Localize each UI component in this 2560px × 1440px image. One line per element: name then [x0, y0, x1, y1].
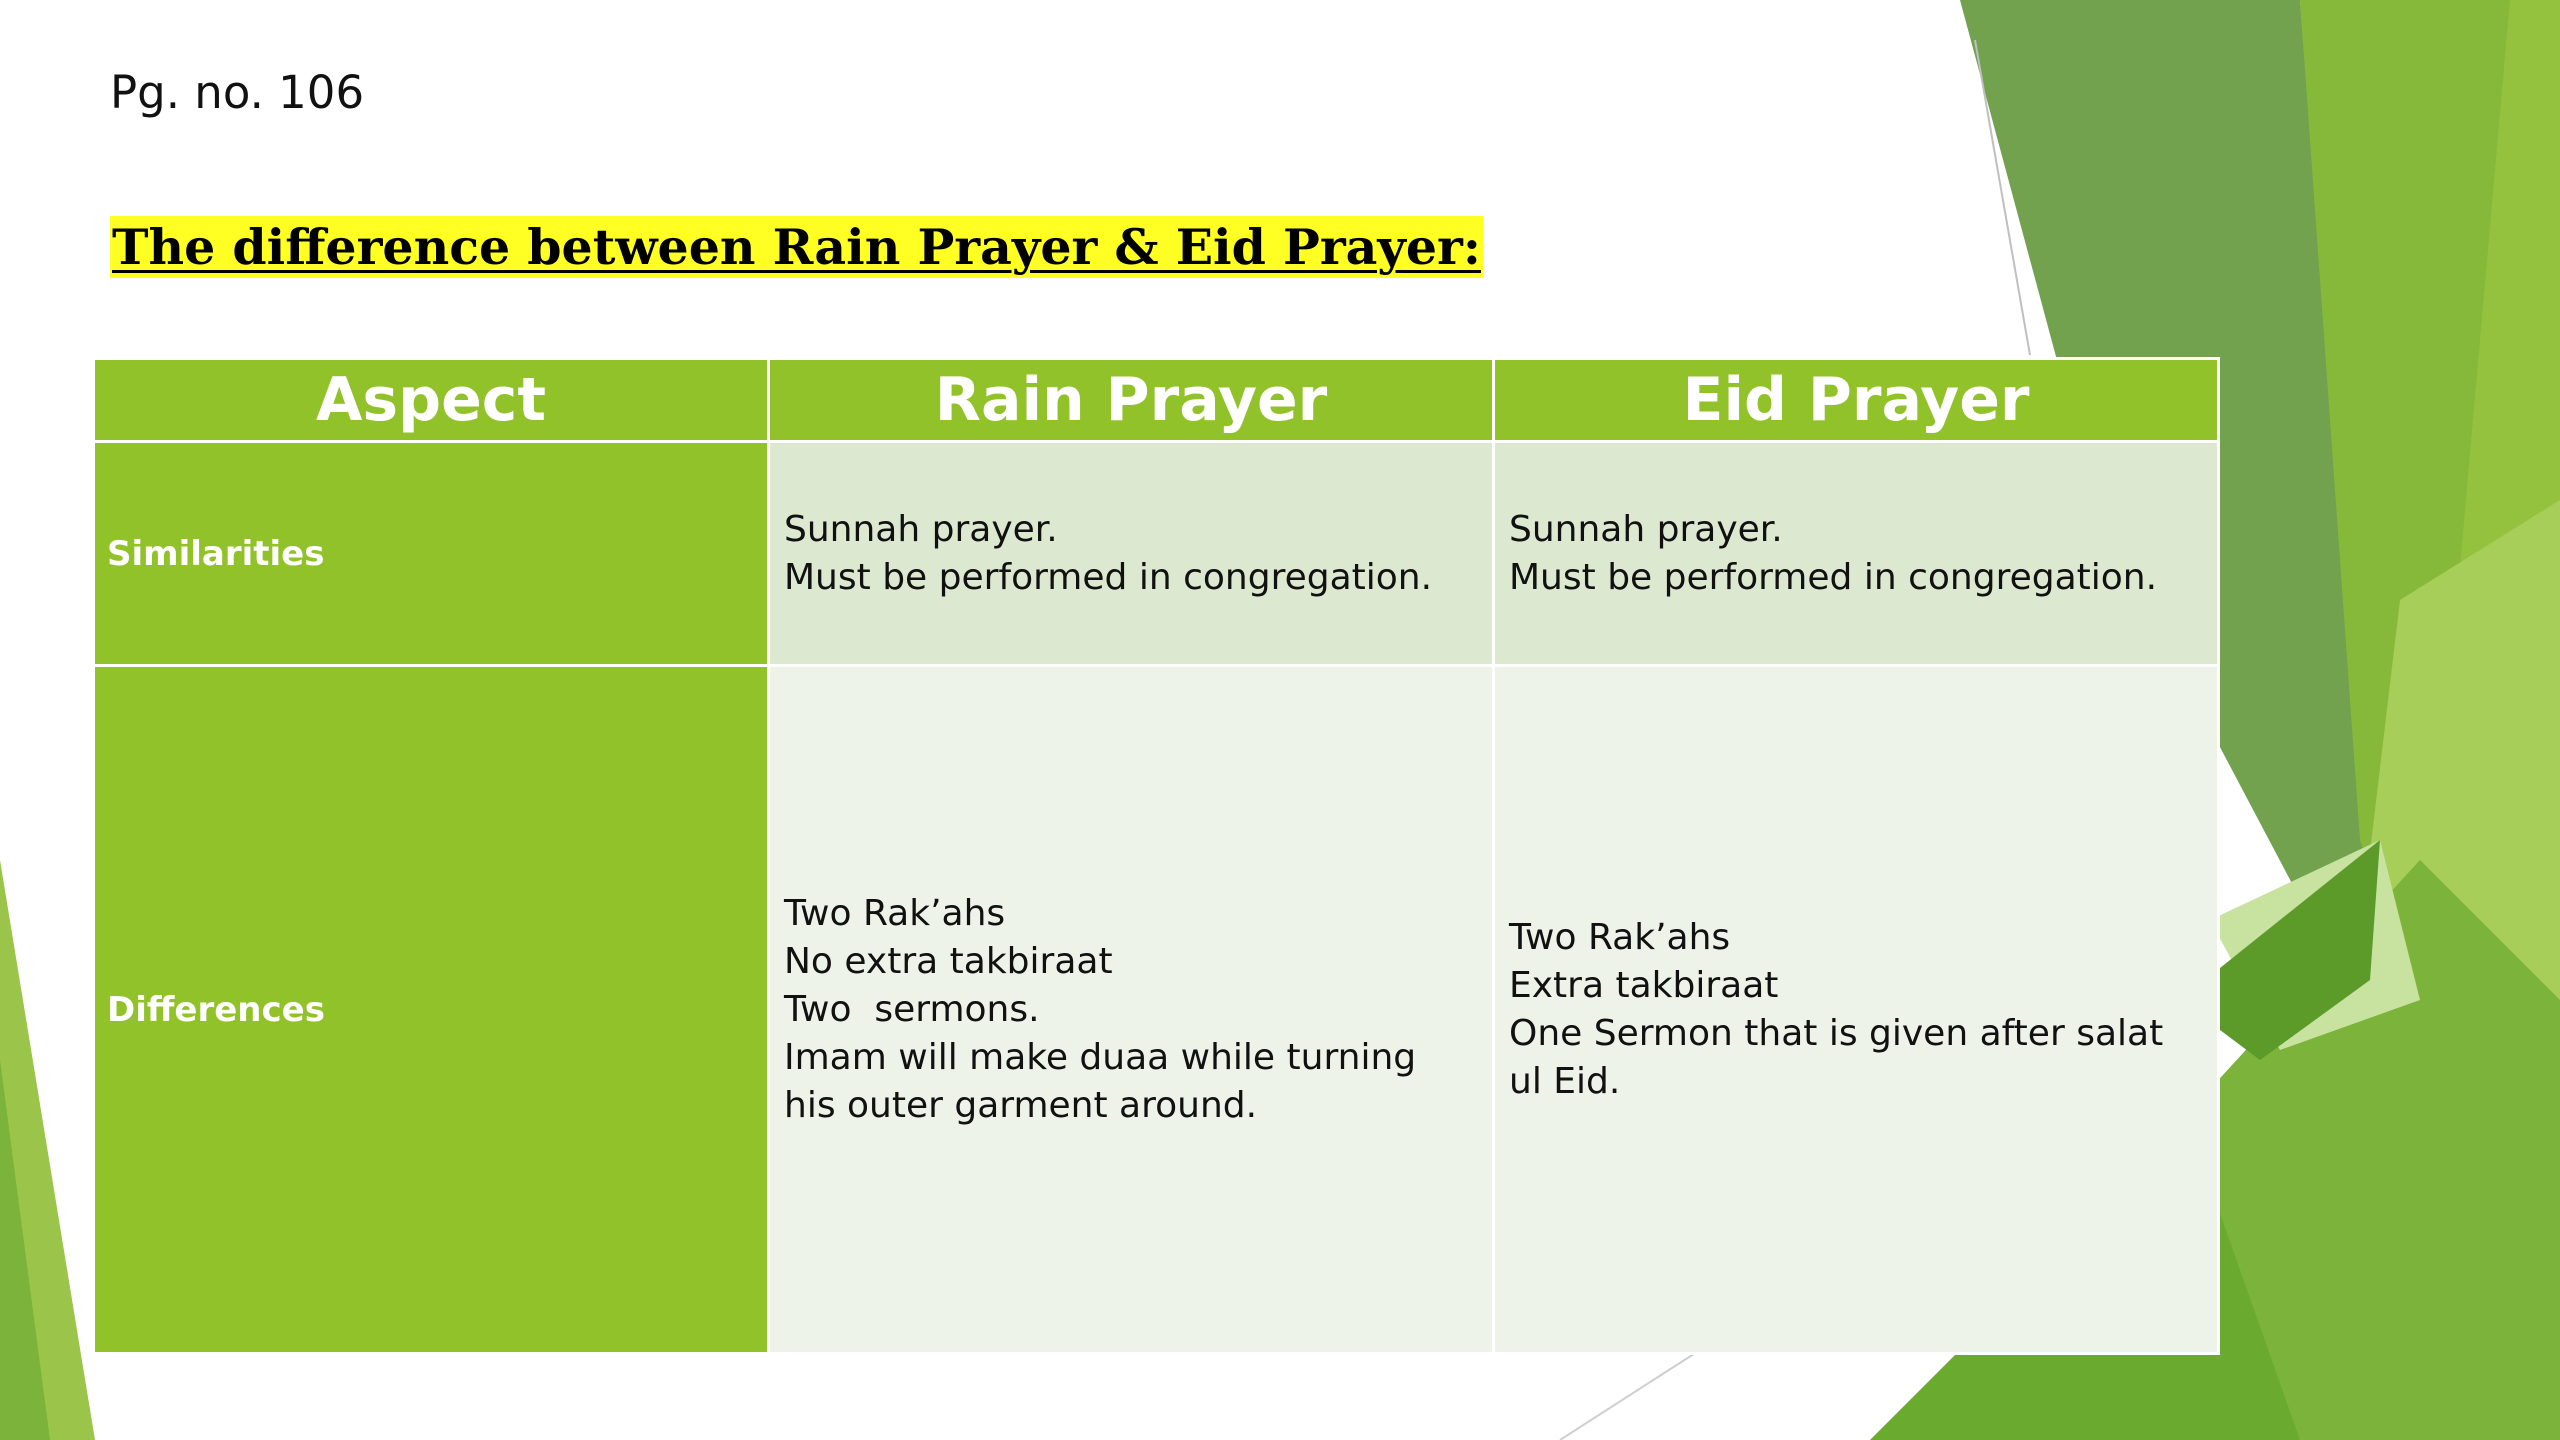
cell-line: Two Rak’ahs	[1509, 916, 1731, 958]
header-rain-prayer: Rain Prayer	[769, 359, 1494, 442]
cell-line: Sunnah prayer.	[1509, 508, 1783, 550]
row-label-similarities: Similarities	[94, 442, 769, 666]
table-header-row	[94, 359, 2219, 442]
row-label-differences: Differences	[94, 666, 769, 1354]
table-row-differences	[94, 666, 2219, 1354]
decor-thin-line-bottom	[1560, 1350, 1700, 1440]
cell-line: Extra takbiraat	[1509, 964, 1779, 1006]
comparison-table	[92, 357, 2220, 1355]
header-aspect: Aspect	[94, 359, 769, 442]
cell-line: One Sermon that is given after salat ul Eid.	[1509, 1012, 2164, 1102]
cell-line: Must be performed in congregation.	[1509, 556, 2158, 598]
cell-differences-rain	[769, 666, 1494, 1354]
cell-line: Two sermons.	[784, 988, 1040, 1030]
cell-line: No extra takbiraat	[784, 940, 1113, 982]
slide-title: The difference between Rain Prayer & Eid Prayer:	[112, 218, 1481, 276]
cell-line: Imam will make duaa while turning his outer garment around.	[784, 1036, 1417, 1126]
cell-line: Sunnah prayer.	[784, 508, 1058, 550]
header-eid-prayer: Eid Prayer	[1494, 359, 2219, 442]
page-number: Pg. no. 106	[110, 66, 365, 119]
cell-similarities-rain	[769, 442, 1494, 666]
cell-line: Two Rak’ahs	[784, 892, 1006, 934]
cell-line: Must be performed in congregation.	[784, 556, 1433, 598]
cell-differences-eid	[1494, 666, 2219, 1354]
cell-similarities-eid	[1494, 442, 2219, 666]
table-row-similarities	[94, 442, 2219, 666]
